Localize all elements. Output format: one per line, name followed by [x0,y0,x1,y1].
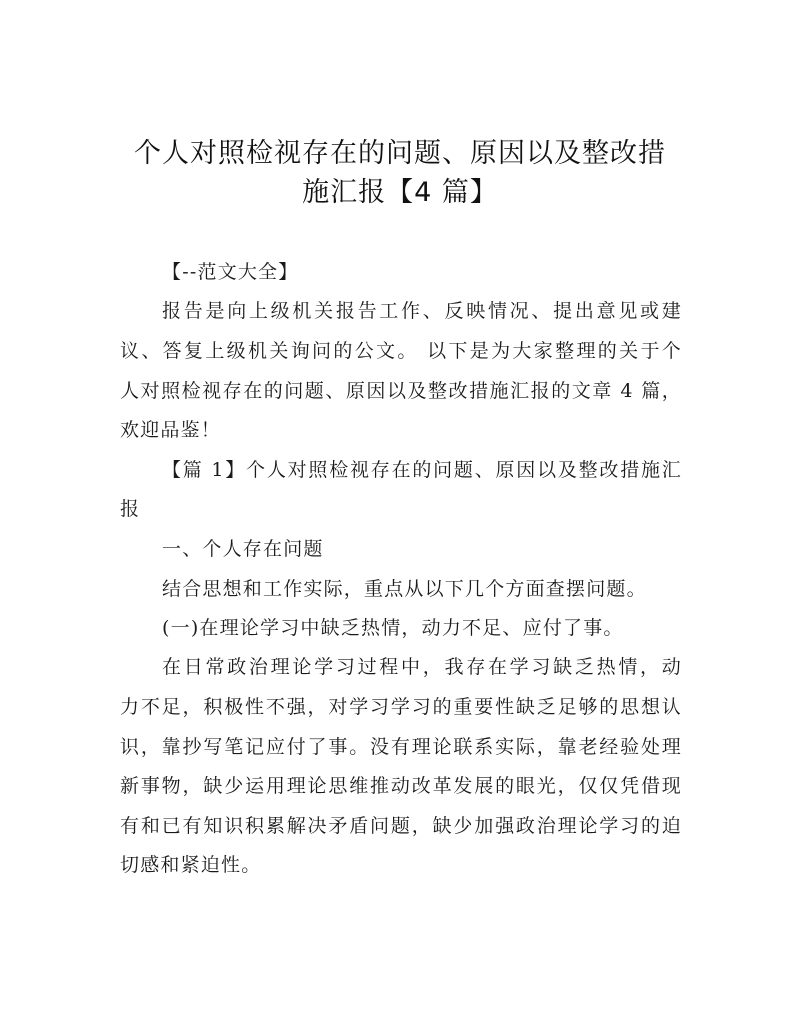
body-line-4: 新事物，缺少运用理论思维推动改革发展的眼光，仅仅凭借现 [120,775,682,797]
article-heading-line-1: 【篇 1】个人对照检视存在的问题、原因以及整改措施汇 [162,459,682,481]
article-heading-line-2: 报 [120,498,141,520]
body-line-1: 在日常政治理论学习过程中，我存在学习缺乏热情，动 [162,656,682,678]
document-title [0,134,800,212]
intro-line-4: 欢迎品鉴！ [120,419,222,441]
title-line-1: 个人对照检视存在的问题、原因以及整改措 [134,138,666,169]
subsection-heading: (一)在理论学习中缺乏热情，动力不足、应付了事。 [162,617,624,639]
intro-line-2: 议、答复上级机关询问的公文。 以下是为大家整理的关于个 [120,340,682,362]
intro-line-1: 报告是向上级机关报告工作、反映情况、提出意见或建 [162,300,682,322]
title-line-2: 施汇报【4 篇】 [302,177,498,208]
source-tag: 【--范文大全】 [162,261,299,283]
section-intro: 结合思想和工作实际，重点从以下几个方面查摆问题。 [162,578,647,600]
body-line-5: 有和已有知识积累解决矛盾问题，缺少加强政治理论学习的迫 [120,815,682,837]
section-heading: 一、个人存在问题 [162,538,324,560]
body-line-3: 识，靠抄写笔记应付了事。没有理论联系实际，靠老经验处理 [120,736,682,758]
body-line-2: 力不足，积极性不强，对学习学习的重要性缺乏足够的思想认 [120,696,682,718]
body-line-6: 切感和紧迫性。 [120,854,262,876]
intro-line-3: 人对照检视存在的问题、原因以及整改措施汇报的文章 4 篇， [120,380,682,402]
